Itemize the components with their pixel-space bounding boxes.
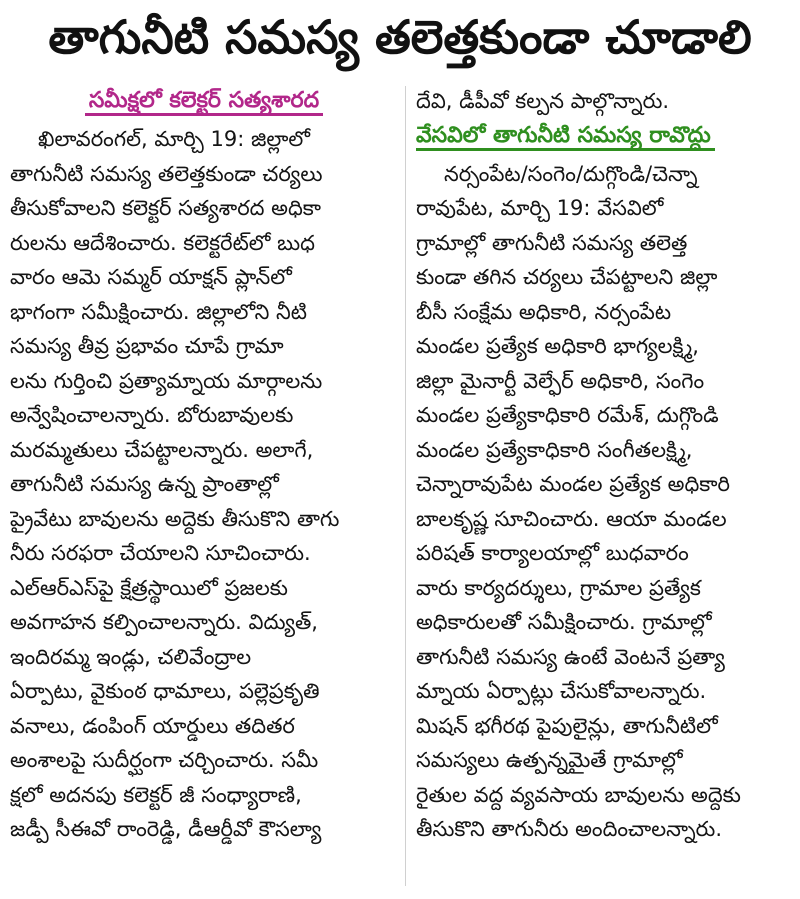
right-line-5: బీసీ సంక్షేమ అధికారి, నర్సంపేట (416, 299, 672, 324)
right-line-4: కుండా తగిన చర్యలు చేపట్టాలని జిల్లా (416, 265, 718, 289)
right-line-2: రావుపేట, మార్చి 19: వేసవిలో (416, 196, 664, 220)
left-line-2: తాగునీటి సమస్య తలెత్తకుండా చర్యలు (10, 161, 323, 186)
left-line-3: తీసుకోవాలని కలెక్టర్ సత్యశారద అధికా (10, 196, 321, 220)
left-column (10, 80, 398, 847)
left-line-4: రులను ఆదేశించారు. కలెక్టరేట్‌లో బుధ (10, 230, 315, 255)
left-line-13: నీరు సరఫరా చేయాలని సూచించారు. (10, 541, 311, 565)
right-line-16: మ్నాయ ఏర్పాట్లు చేసుకోవాలన్నారు. (416, 679, 707, 703)
left-line-7: సమస్య తీవ్ర ప్రభావం చూపే గ్రామా (10, 334, 284, 358)
column-divider (405, 86, 406, 886)
left-line-18: వనాలు, డంపింగ్ యార్డులు తదితర (10, 713, 295, 738)
right-line-9: మండల ప్రత్యేకాధికారి సంగీతలక్ష్మి, (416, 437, 693, 462)
right-continuation-line: దేవి, డీపీవో కల్పన పాల్గొన్నారు. (416, 89, 670, 113)
left-line-20: క్షలో అదనపు కలెక్టర్ జీ సంధ్యారాణి, (10, 782, 302, 807)
right-line-14: అధికారులతో సమీక్షించారు. గ్రామాల్లో (416, 610, 712, 634)
right-line-3: గ్రామాల్లో తాగునీటి సమస్య తలెత్త (416, 230, 688, 255)
right-line-15: తాగునీటి సమస్య ఉంటే వెంటనే ప్రత్యా (416, 644, 725, 669)
right-line-10: చెన్నారావుపేట మండల ప్రత్యేక అధికారి (416, 472, 730, 496)
right-line-8: మండల ప్రత్యేకాధికారి రమేశ్, దుగ్గొండి (416, 403, 719, 427)
left-line-21: జడ్పీ సీఈవో రాంరెడ్డి, డీఆర్డీవో కౌసల్యా (10, 817, 322, 841)
left-line-5: వారం ఆమె సమ్మర్ యాక్షన్ ప్లాన్‌లో (10, 265, 292, 289)
right-line-13: వారు కార్యదర్శులు, గ్రామాల ప్రత్యేక (416, 575, 701, 600)
left-line-19: అంశాలపై సుదీర్ఘంగా చర్చించారు. సమీ (10, 748, 319, 772)
left-line-8: లను గుర్తించి ప్రత్యామ్నాయ మార్గాలను (10, 368, 323, 393)
right-column (416, 80, 784, 847)
right-subheading-text: వేసవిలో తాగునీటి సమస్య రావొద్దు (416, 123, 715, 151)
left-line-10: మరమ్మతులు చేపట్టాలన్నారు. అలాగే, (10, 437, 314, 462)
headline: తాగునీటి సమస్య తలెత్తకుండా చూడాలి (48, 10, 752, 64)
article-columns (10, 80, 790, 892)
left-line-6: భాగంగా సమీక్షించారు. జిల్లాలోని నీటి (10, 299, 308, 324)
right-line-11: బాలకృష్ణ సూచించారు. ఆయా మండల (416, 506, 727, 531)
left-line-15: అవగాహన కల్పించాలన్నారు. విద్యుత్, (10, 610, 318, 634)
right-subheading (416, 119, 784, 153)
right-line-1: నర్సంపేట/సంగెం/దుగ్గొండి/చెన్నా (444, 161, 698, 186)
right-line-20: తీసుకొని తాగునీరు అందించాలన్నారు. (416, 817, 723, 841)
left-subheading-text: సమీక్షలో కలెక్టర్ సత్యశారద (85, 88, 323, 116)
left-line-1: ఖిలావరంగల్, మార్చి 19: జిల్లాలో (38, 127, 310, 151)
left-subheading (10, 84, 398, 118)
right-line-12: పరిషత్ కార్యాలయాల్లో బుధవారం (416, 541, 689, 565)
right-line-18: సమస్యలు ఉత్పన్నమైతే గ్రామాల్లో (416, 748, 683, 772)
left-line-14: ఎల్ఆర్ఎస్‌పై క్షేత్రస్థాయిలో ప్రజలకు (10, 575, 288, 600)
right-line-19: రైతుల వద్ద వ్యవసాయ బావులను అద్దెకు (416, 782, 741, 807)
left-line-12: ప్రైవేటు బావులను అద్దెకు తీసుకొని తాగు (10, 506, 340, 531)
left-line-11: తాగునీటి సమస్య ఉన్న ప్రాంతాల్లో (10, 472, 279, 496)
left-line-16: ఇందిరమ్మ ఇండ్లు, చలివేంద్రాల (10, 644, 252, 669)
left-line-17: ఏర్పాటు, వైకుంఠ ధామాలు, పల్లెప్రకృతి (10, 679, 320, 703)
right-line-6: మండల ప్రత్యేక అధికారి భాగ్యలక్ష్మి, (416, 334, 699, 358)
left-line-9: అన్వేషించాలన్నారు. బోరుబావులకు (10, 403, 294, 427)
right-line-7: జిల్లా మైనార్టీ వెల్ఫేర్ అధికారి, సంగెం (416, 368, 705, 393)
right-line-17: మిషన్ భగీరథ పైపులైన్లు, తాగునీటిలో (416, 713, 718, 738)
